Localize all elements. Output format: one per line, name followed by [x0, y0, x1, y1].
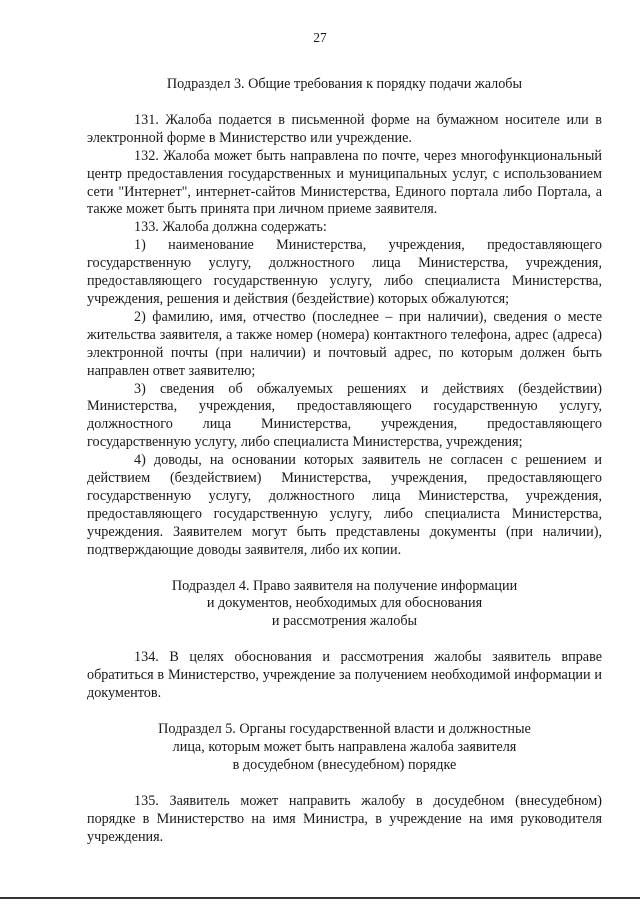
paragraph-134: 134. В целях обоснования и рассмотрения жалобы заявитель вправе обратиться в Министерство, учреждение за получением необходимой информации и документов. — [87, 649, 602, 702]
heading-line: Подраздел 4. Право заявителя на получение информации — [171, 577, 518, 594]
paragraph-135: 135. Заявитель может направить жалобу в досудебном (внесудебном) порядке в Министерство на имя Министра, в учреждение на имя руководителя учреждения. — [87, 792, 602, 845]
scan-edge-line — [0, 897, 640, 899]
heading-line: Подраздел 3. Общие требования к порядку подачи жалобы — [166, 76, 523, 92]
heading-line: лица, которым может быть направлена жалоба заявителя — [172, 738, 517, 755]
section-heading-5 — [87, 721, 602, 775]
list-item-1: 1) наименование Министерства, учреждения, предоставляющего государственную услугу, должностного лица Министерства, учреждения, предоставляющего государственную услугу, либо специалиста Министерства, учреждения, решения и действия (бездействие) которых обжалуются; — [87, 237, 602, 307]
heading-line: и документов, необходимых для обоснования — [206, 595, 483, 612]
paragraph-132: 132. Жалоба может быть направлена по почте, через многофункциональный центр предоставления государственных и муниципальных услуг, с использованием сети "Интернет", интернет-сайтов Министерства, Единого портала либо Портала, а также может быть принята при личном приеме заявителя. — [87, 147, 602, 218]
paragraph-133: 133. Жалоба должна содержать: — [134, 219, 327, 236]
section-heading-3 — [87, 76, 602, 94]
section-heading-4 — [87, 578, 602, 632]
list-item-2: 2) фамилию, имя, отчество (последнее – при наличии), сведения о месте жительства заявителя, а также номер (номера) контактного телефона, адрес (адреса) электронной почты (при наличии) и почтовый адрес, по которым должен быть направлен ответ заявителю; — [87, 308, 602, 379]
heading-line: и рассмотрения жалобы — [271, 613, 418, 630]
heading-line: Подраздел 5. Органы государственной власти и должностные — [158, 721, 531, 737]
list-item-4: 4) доводы, на основании которых заявитель не согласен с решением и действием (бездействием) Министерства, учреждения, предоставляющего государственную услугу, должностного лица Министерства, учреждения, предоставляющего государственную услугу, либо специалиста Министерства, учреждения. Заявителем могут быть представлены документы (при наличии), подтверждающие доводы заявителя, либо их копии. — [87, 452, 602, 558]
heading-line: в досудебном (внесудебном) порядке — [232, 756, 457, 773]
list-item-3: 3) сведения об обжалуемых решениях и действиях (бездействии) Министерства, учреждения, предоставляющего государственную услугу, должностного лица Министерства, учреждения, предоставляющего государственную услугу, либо специалиста Министерства, учреждения; — [87, 380, 602, 451]
paragraph-131: 131. Жалоба подается в письменной форме на бумажном носителе или в электронной форме в Министерство или учреждение. — [87, 111, 602, 146]
document-body — [87, 76, 602, 846]
page-number: 27 — [313, 30, 327, 45]
